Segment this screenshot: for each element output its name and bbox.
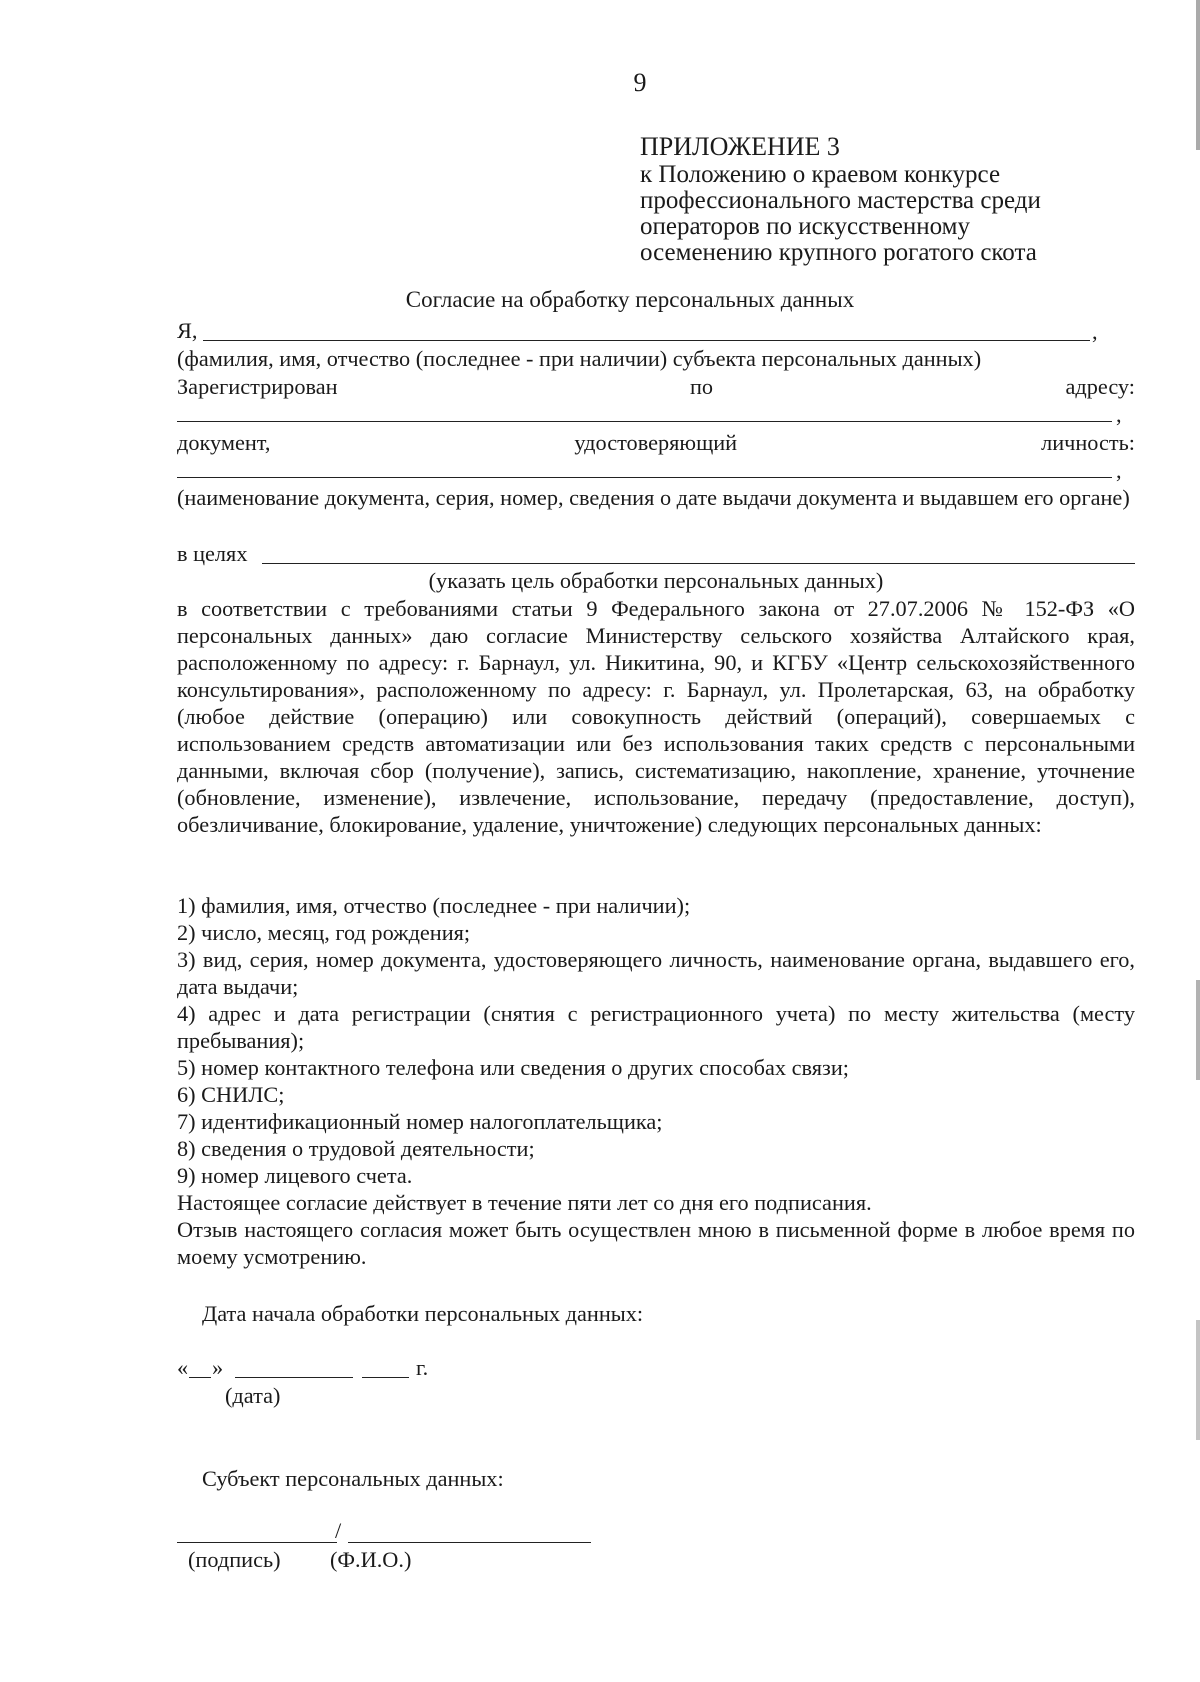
- list-item: 6) СНИЛС;: [177, 1082, 285, 1107]
- year-fill-line[interactable]: [362, 1377, 409, 1378]
- appendix-line: профессионального мастерства среди: [640, 187, 1041, 214]
- list-item: 7) идентификационный номер налогоплательщика;: [177, 1109, 663, 1134]
- address-line-end: ,: [1116, 402, 1122, 427]
- signature-fill-line[interactable]: [177, 1542, 337, 1543]
- list-item: 2) число, месяц, год рождения;: [177, 920, 471, 945]
- list-item: 4) адрес и дата регистрации (снятия с регистрационного учета) по месту жительства (месту пребывания);: [177, 1001, 1135, 1053]
- scan-edge-artifact: [1196, 980, 1200, 1080]
- purpose-hint: (указать цель обработки персональных данных): [428, 568, 884, 593]
- appendix-line: операторов по искусственному: [640, 213, 970, 240]
- signature-fio-hint: (Ф.И.О.): [330, 1547, 412, 1572]
- date-hint: (дата): [225, 1383, 281, 1408]
- registered-row: [177, 373, 1135, 400]
- date-close-quote: »: [212, 1355, 224, 1380]
- appendix-header: [640, 134, 1160, 266]
- document-title: Согласие на обработку персональных данных: [405, 287, 855, 312]
- validity-text: Настоящее согласие действует в течение пяти лет со дня его подписания.: [177, 1190, 872, 1215]
- document-word: личность:: [1041, 430, 1135, 455]
- list-item: 3) вид, серия, номер документа, удостоверяющего личность, наименование органа, выдавшего его, дата выдачи;: [177, 947, 1135, 999]
- document-word: удостоверяющий: [574, 430, 738, 455]
- fio-fill-line[interactable]: [203, 340, 1090, 341]
- list-item: 1) фамилия, имя, отчество (последнее - при наличии);: [177, 893, 691, 918]
- date-open-quote: «: [177, 1355, 189, 1380]
- fio-line-end: ,: [1092, 319, 1098, 344]
- start-date-label: Дата начала обработки персональных данных:: [202, 1301, 644, 1326]
- scan-edge-artifact: [1196, 0, 1200, 150]
- subject-label: Субъект персональных данных:: [202, 1466, 504, 1491]
- appendix-line: осеменению крупного рогатого скота: [640, 239, 1037, 266]
- document-line-end: ,: [1116, 458, 1122, 483]
- registered-word: адресу:: [1065, 374, 1135, 399]
- signature-fio-fill-line[interactable]: [348, 1542, 591, 1543]
- day-fill-line[interactable]: [189, 1377, 211, 1378]
- scan-edge-artifact: [1196, 1320, 1200, 1440]
- fio-hint: (фамилия, имя, отчество (последнее - при наличии) субъекта персональных данных): [177, 346, 982, 371]
- address-fill-line[interactable]: [177, 421, 1112, 422]
- month-fill-line[interactable]: [235, 1377, 353, 1378]
- purpose-label: в целях: [177, 541, 248, 566]
- list-item: 9) номер лицевого счета.: [177, 1163, 413, 1188]
- document-word: документ,: [177, 430, 271, 455]
- registered-word: по: [689, 374, 714, 399]
- data-items-list: [177, 892, 1135, 1189]
- year-suffix: г.: [416, 1355, 429, 1380]
- revocation-text: Отзыв настоящего согласия может быть осуществлен мною в письменной форме в любое время по моему усмотрению.: [177, 1217, 1135, 1269]
- appendix-line: к Положению о краевом конкурсе: [640, 161, 1001, 188]
- signature-slash: /: [335, 1518, 342, 1543]
- appendix-title: ПРИЛОЖЕНИЕ 3: [640, 132, 840, 161]
- purpose-fill-line[interactable]: [262, 563, 1135, 564]
- page-number: 9: [633, 68, 647, 97]
- list-item: 8) сведения о трудовой деятельности;: [177, 1136, 535, 1161]
- signature-hint: (подпись): [188, 1547, 281, 1572]
- document-hint: (наименование документа, серия, номер, сведения о дате выдачи документа и выдавшем его органе): [177, 485, 1130, 510]
- document-fill-line[interactable]: [177, 477, 1112, 478]
- i-label: Я,: [177, 318, 198, 343]
- consent-paragraph: в соответствии с требованиями статьи 9 Федерального закона от 27.07.2006 № 152-ФЗ «О персональных данных» даю согласие Министерству сельского хозяйства Алтайского края, расположенному по адресу: г. Барнаул, ул. Никитина, 90, и КГБУ «Центр сельскохозяйственного консультирования», расположенному по адресу: г. Барнаул, ул. Пролетарская, 63, на обработку (любое действие (операцию) или совокупность действий (операций), совершаемых с использованием средств автоматизации или без использования таких средств с персональными данными, включая сбор (получение), запись, систематизацию, накопление, хранение, уточнение (обновление, изменение), извлечение, использование, передачу (предоставление, доступ), обезличивание, блокирование, удаление, уничтожение) следующих персональных данных:: [177, 596, 1135, 837]
- list-item: 5) номер контактного телефона или сведения о других способах связи;: [177, 1055, 849, 1080]
- document-row: [177, 429, 1135, 456]
- registered-word: Зарегистрирован: [177, 374, 338, 399]
